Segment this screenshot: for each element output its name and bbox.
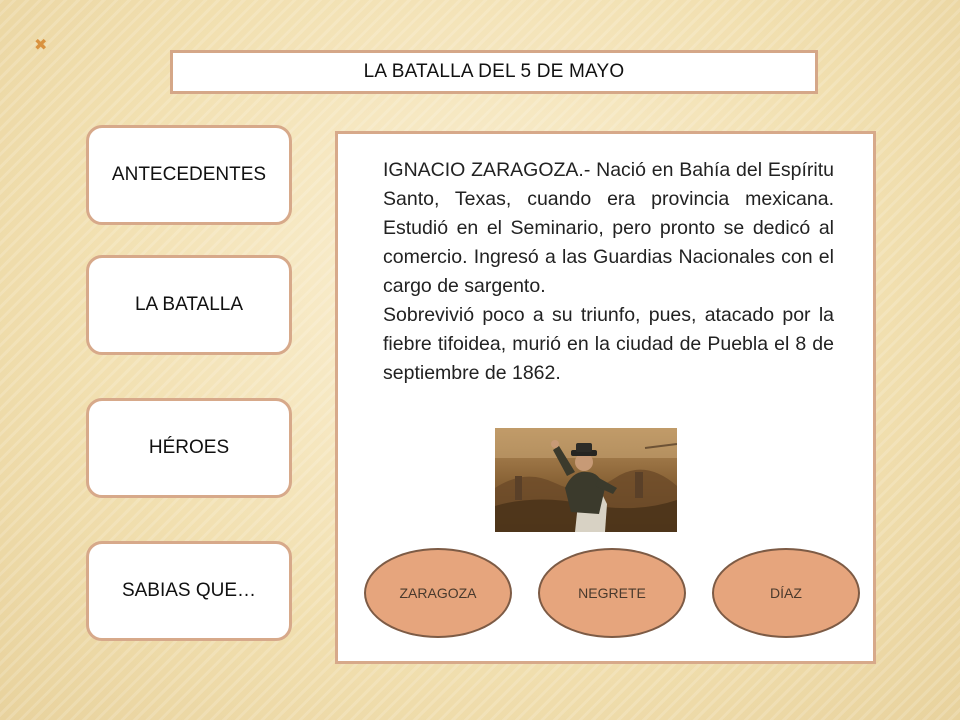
diaz-button-label: DÍAZ — [770, 585, 802, 601]
nav-antecedentes-button[interactable] — [86, 125, 292, 225]
biography-paragraph-1: IGNACIO ZARAGOZA.- Nació en Bahía del Espíritu Santo, Texas, cuando era provincia mexicana. Estudió en el Seminario, pero pronto se dedicó al comercio. Ingresó a las Guardias Nacionales con el cargo de sargento. — [383, 159, 834, 297]
zaragoza-button-label: ZARAGOZA — [399, 585, 477, 601]
nav-la-batalla-button[interactable] — [86, 255, 292, 355]
nav-antecedentes-label: ANTECEDENTES — [111, 164, 267, 185]
negrete-button[interactable] — [538, 548, 686, 638]
zaragoza-button[interactable] — [364, 548, 512, 638]
nav-la-batalla-label: LA BATALLA — [134, 294, 244, 315]
zaragoza-photo — [495, 428, 677, 532]
nav-sabias-que-label: SABIAS QUE… — [121, 580, 257, 601]
nav-sabias-que-button[interactable] — [86, 541, 292, 641]
nav-heroes-button[interactable] — [86, 398, 292, 498]
nav-heroes-label: HÉROES — [148, 437, 230, 458]
diaz-button[interactable] — [712, 548, 860, 638]
negrete-button-label: NEGRETE — [578, 585, 646, 601]
star-icon: ✖ — [34, 37, 48, 54]
page-title — [170, 50, 818, 94]
biography-text — [383, 156, 834, 388]
biography-paragraph-2: Sobrevivió poco a su triunfo, pues, atacado por la fiebre tifoidea, murió en la ciudad de Puebla el 8 de septiembre de 1862. — [383, 304, 834, 384]
page-title-text: LA BATALLA DEL 5 DE MAYO — [363, 61, 625, 82]
